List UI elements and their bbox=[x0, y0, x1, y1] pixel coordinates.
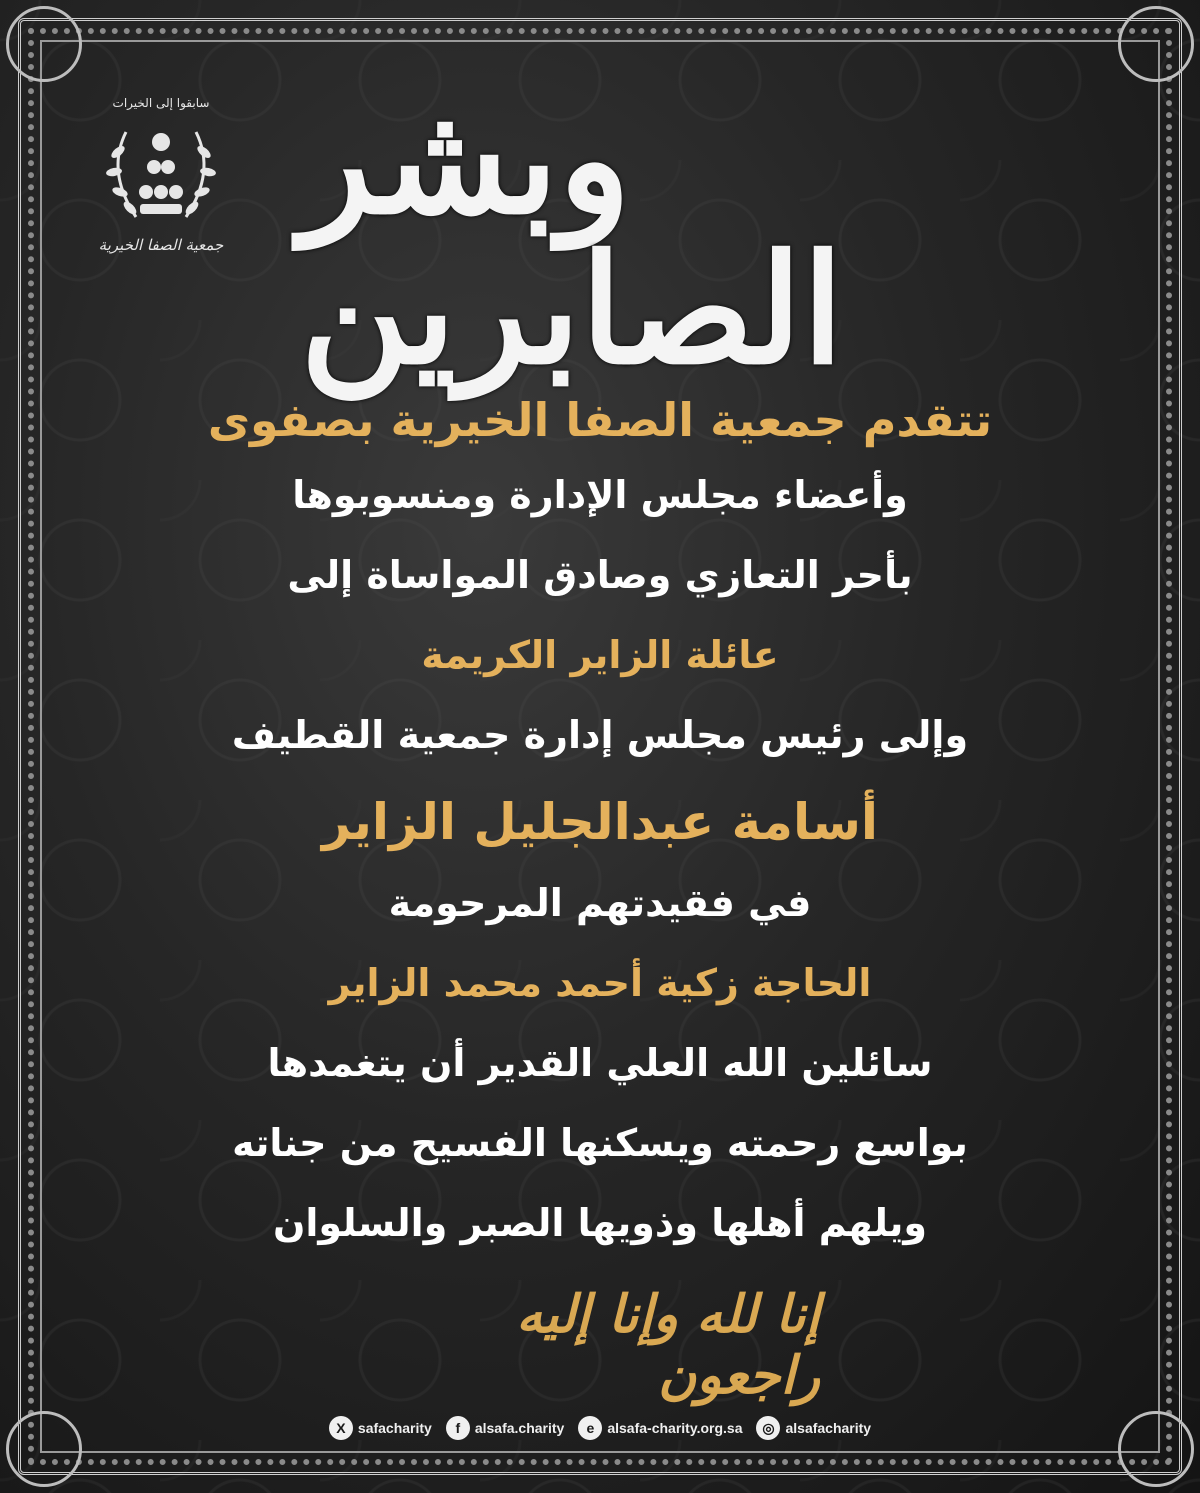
message-line-deceased: الحاجة زكية أحمد محمد الزاير bbox=[328, 961, 872, 1005]
instagram-icon: ◎ bbox=[756, 1416, 780, 1440]
corner-ornament bbox=[6, 6, 82, 82]
message-line: في فقيدتهم المرحومة bbox=[388, 881, 812, 925]
message-line: بواسع رحمته ويسكنها الفسيح من جناته bbox=[232, 1121, 968, 1165]
header-calligraphy-text: وبشر الصابرين bbox=[300, 72, 844, 398]
social-instagram[interactable] bbox=[756, 1416, 871, 1440]
message-line: وإلى رئيس مجلس إدارة جمعية القطيف bbox=[231, 713, 969, 757]
message-line-sender: تتقدم جمعية الصفا الخيرية بصفوى bbox=[207, 393, 993, 447]
social-x[interactable] bbox=[329, 1416, 432, 1440]
social-links bbox=[300, 1408, 900, 1448]
corner-ornament bbox=[1118, 1411, 1194, 1487]
corner-ornament bbox=[1118, 6, 1194, 82]
logo-slogan: سابقوا إلى الخيرات bbox=[112, 96, 210, 110]
logo-name: جمعية الصفا الخيرية bbox=[98, 236, 224, 254]
x-icon: X bbox=[329, 1416, 353, 1440]
social-website[interactable] bbox=[578, 1416, 742, 1440]
message-body bbox=[80, 395, 1120, 1283]
facebook-icon: f bbox=[446, 1416, 470, 1440]
social-facebook[interactable] bbox=[446, 1416, 565, 1440]
message-line: ويلهم أهلها وذويها الصبر والسلوان bbox=[272, 1201, 928, 1245]
social-handle: safacharity bbox=[357, 1420, 432, 1436]
closing-calligraphy bbox=[380, 1284, 820, 1406]
header-calligraphy bbox=[300, 72, 900, 398]
social-handle: alsafacharity bbox=[785, 1420, 872, 1436]
message-line-recipient: أسامة عبدالجليل الزاير bbox=[321, 793, 879, 851]
message-line-family: عائلة الزاير الكريمة bbox=[421, 633, 779, 677]
web-icon: e bbox=[578, 1416, 602, 1440]
message-line: بأحر التعازي وصادق المواساة إلى bbox=[287, 553, 913, 597]
message-line: سائلين الله العلي القدير أن يتغمدها bbox=[267, 1041, 933, 1085]
charity-logo bbox=[86, 96, 236, 276]
message-line: وأعضاء مجلس الإدارة ومنسوبوها bbox=[292, 473, 908, 517]
corner-ornament bbox=[6, 1411, 82, 1487]
social-handle: alsafa-charity.org.sa bbox=[607, 1420, 743, 1436]
laurel-wreath-icon bbox=[96, 112, 226, 232]
closing-calligraphy-text: إنا لله وإنا إليه راجعون bbox=[516, 1284, 820, 1406]
social-handle: alsafa.charity bbox=[474, 1420, 565, 1436]
